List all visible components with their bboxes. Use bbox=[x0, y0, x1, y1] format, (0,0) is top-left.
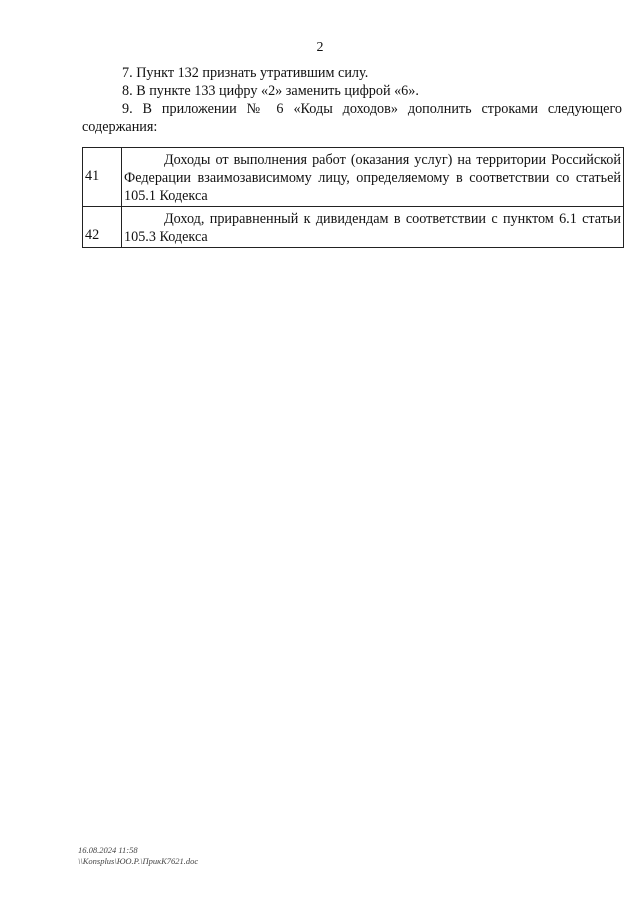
income-code-cell: 41 bbox=[83, 148, 122, 207]
footer-file-path: \\Konsplus\ЮО.Р.\ПрикК7621.doc bbox=[78, 856, 199, 866]
paragraph-9: 9. В приложении № 6 «Коды доходов» дополнить строками следующего содержания: bbox=[82, 101, 622, 135]
paragraph-7: 7. Пункт 132 признать утратившим силу. bbox=[122, 65, 369, 81]
income-codes-table bbox=[82, 147, 624, 248]
table-row bbox=[83, 148, 624, 207]
footer-timestamp: 16.08.2024 11:58 bbox=[78, 845, 138, 855]
income-description-cell: Доходы от выполнения работ (оказания услуг) на территории Российской Федерации взаимозависимому лицу, определяемому в соответствии со статьей 105.1 Кодекса bbox=[122, 148, 624, 207]
income-code-cell: 42 bbox=[83, 207, 122, 248]
paragraph-8: 8. В пункте 133 цифру «2» заменить цифрой «6». bbox=[122, 83, 419, 99]
income-description-cell: Доход, приравненный к дивидендам в соответствии с пунктом 6.1 статьи 105.3 Кодекса bbox=[122, 207, 624, 248]
table-row bbox=[83, 207, 624, 248]
page-number: 2 bbox=[316, 40, 324, 55]
